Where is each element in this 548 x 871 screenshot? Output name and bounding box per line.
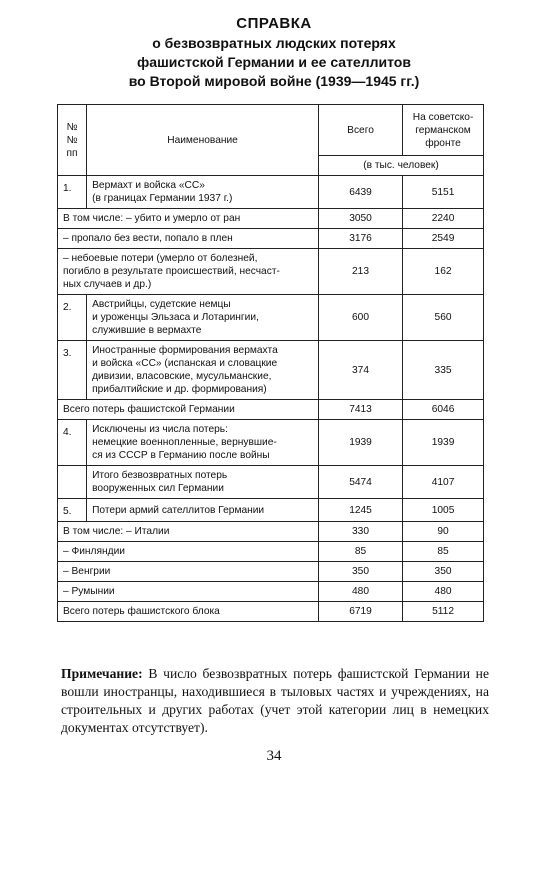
table-row [58, 229, 484, 249]
title-line-1: о безвозвратных людских потерях [152, 35, 396, 51]
row-total: 7413 [318, 400, 402, 420]
table-row [58, 582, 484, 602]
row-soviet-front: 1005 [403, 499, 484, 522]
row-label: – Венгрии [58, 562, 319, 582]
row-total: 6439 [318, 176, 402, 209]
row-soviet-front: 350 [403, 562, 484, 582]
header-total: Всего [318, 105, 402, 156]
table-row [58, 295, 484, 341]
row-total: 350 [318, 562, 402, 582]
row-total: 480 [318, 582, 402, 602]
table-row [58, 562, 484, 582]
row-soviet-front: 162 [403, 249, 484, 295]
table-row [58, 466, 484, 499]
row-total: 1245 [318, 499, 402, 522]
footnote [61, 665, 489, 737]
header-name: Наименование [87, 105, 319, 176]
row-total: 374 [318, 341, 402, 400]
row-number: 4. [58, 420, 87, 466]
table-row [58, 341, 484, 400]
row-number: 3. [58, 341, 87, 400]
title-line-2: фашистской Германии и ее сателлитов [137, 54, 411, 70]
header-units: (в тыс. человек) [318, 156, 483, 176]
row-number: 5. [58, 499, 87, 522]
table-header-row [58, 105, 484, 156]
table-row [58, 542, 484, 562]
losses-table [57, 104, 484, 622]
row-name: Австрийцы, судетские немцы и уроженцы Эльзаса и Лотарингии, служившие в вермахте [87, 295, 319, 341]
row-label: – небоевые потери (умерло от болезней, погибло в результате происшествий, несчаст- ных случаев и др.) [58, 249, 319, 295]
document-heading: СПРАВКА [236, 15, 312, 32]
row-total: 600 [318, 295, 402, 341]
table-row [58, 602, 484, 622]
row-total: 3050 [318, 209, 402, 229]
table-row [58, 209, 484, 229]
footnote-label: Примечание: [61, 666, 143, 681]
row-label: Всего потерь фашистской Германии [58, 400, 319, 420]
header-number: № № пп [58, 105, 87, 176]
row-total: 3176 [318, 229, 402, 249]
row-soviet-front: 1939 [403, 420, 484, 466]
row-label: – Румынии [58, 582, 319, 602]
row-name: Иностранные формирования вермахта и войска «СС» (испанская и словацкие дивизии, власовские, мусульманские, прибалтийские и др. формирования) [87, 341, 319, 400]
title-block [0, 14, 548, 91]
row-soviet-front: 480 [403, 582, 484, 602]
table-row [58, 249, 484, 295]
title-line-3: во Второй мировой войне (1939—1945 гг.) [128, 73, 420, 89]
row-total: 213 [318, 249, 402, 295]
page-number: 34 [266, 748, 282, 764]
row-name: Исключены из числа потерь: немецкие военнопленные, вернувшие- ся из СССР в Германию после войны [87, 420, 319, 466]
table-row [58, 400, 484, 420]
table-body [58, 176, 484, 622]
row-number: 2. [58, 295, 87, 341]
row-soviet-front: 2240 [403, 209, 484, 229]
footnote-text: В число безвозвратных потерь фашистской Германии не вошли иностранцы, находившиеся в тыловых частях и учреждениях, на строительных и других работах (учет этой категории лиц в немецких документах отсутствует). [61, 666, 489, 735]
row-label: В том числе: – убито и умерло от ран [58, 209, 319, 229]
row-name: Потери армий сателлитов Германии [87, 499, 319, 522]
row-name: Вермахт и войска «СС» (в границах Германии 1937 г.) [87, 176, 319, 209]
row-soviet-front: 4107 [403, 466, 484, 499]
row-name: Итого безвозвратных потерь вооруженных сил Германии [87, 466, 319, 499]
header-soviet-front: На советско- германском фронте [403, 105, 484, 156]
row-number: 1. [58, 176, 87, 209]
row-soviet-front: 5112 [403, 602, 484, 622]
row-total: 330 [318, 522, 402, 542]
table-row [58, 176, 484, 209]
table-row [58, 499, 484, 522]
row-soviet-front: 85 [403, 542, 484, 562]
row-label: В том числе: – Италии [58, 522, 319, 542]
row-number [58, 466, 87, 499]
row-soviet-front: 5151 [403, 176, 484, 209]
row-soviet-front: 560 [403, 295, 484, 341]
row-soviet-front: 2549 [403, 229, 484, 249]
row-label: – Финляндии [58, 542, 319, 562]
row-total: 1939 [318, 420, 402, 466]
row-soviet-front: 90 [403, 522, 484, 542]
row-label: Всего потерь фашистского блока [58, 602, 319, 622]
row-label: – пропало без вести, попало в плен [58, 229, 319, 249]
table-row [58, 522, 484, 542]
row-total: 85 [318, 542, 402, 562]
table-row [58, 420, 484, 466]
row-total: 6719 [318, 602, 402, 622]
row-soviet-front: 6046 [403, 400, 484, 420]
row-total: 5474 [318, 466, 402, 499]
row-soviet-front: 335 [403, 341, 484, 400]
